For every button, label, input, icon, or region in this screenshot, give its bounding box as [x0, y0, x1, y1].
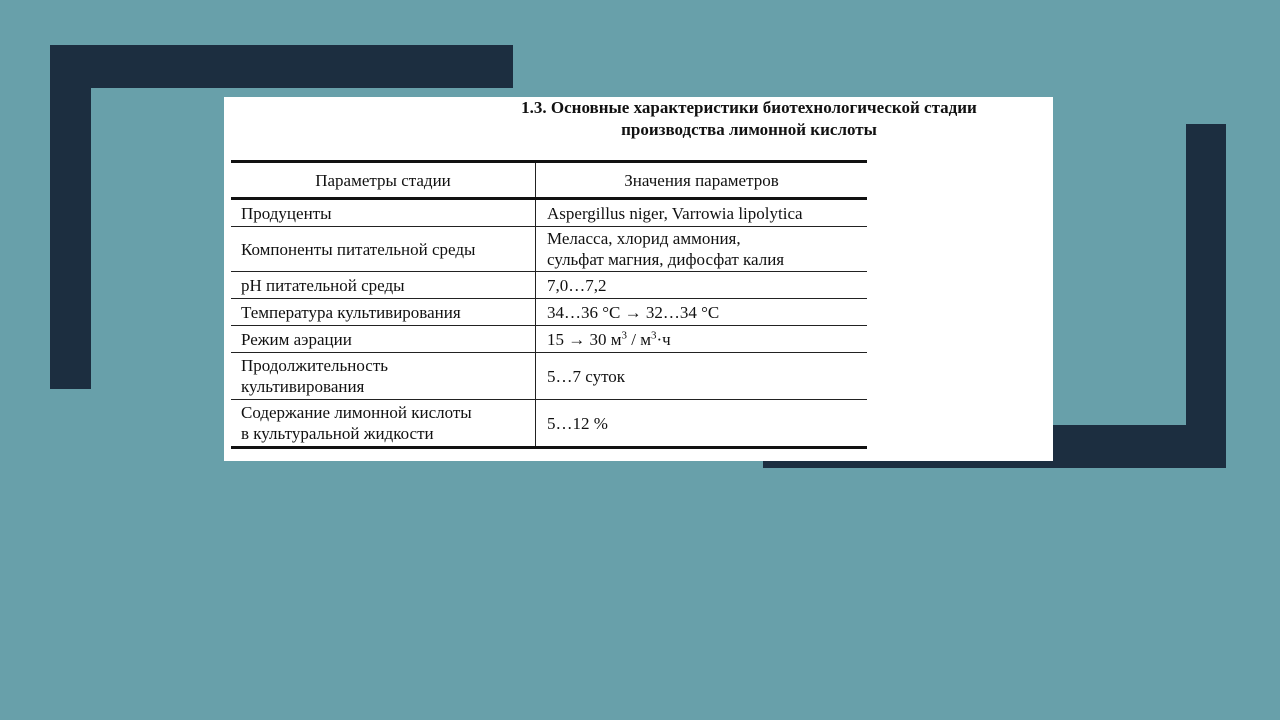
table-row: [231, 227, 867, 272]
caption-line-1: 1.3. Основные характеристики биотехнологической стадии: [521, 98, 977, 117]
caption-line-2: производства лимонной кислоты: [621, 120, 877, 139]
table-row: [231, 299, 867, 326]
table-row: [231, 326, 867, 353]
param-cell: [231, 227, 536, 272]
document-image: [224, 97, 1053, 461]
aeration-unit: / м: [627, 329, 651, 349]
param-text: культивирования: [241, 377, 365, 396]
value-text: 5…12 %: [547, 413, 608, 433]
superscript: 3: [621, 328, 628, 341]
value-cell: [536, 272, 868, 299]
table-header-row: [231, 162, 867, 199]
param-text: Компоненты питательной среды: [241, 239, 476, 259]
value-text: Меласса, хлорид аммония,: [547, 229, 741, 248]
parameters-table: [231, 160, 867, 449]
param-text: в культуральной жидкости: [241, 424, 434, 443]
param-text: pH питательной среды: [241, 275, 405, 295]
param-text: Содержание лимонной кислоты: [241, 403, 472, 422]
table-row: [231, 353, 867, 400]
value-text: 34…36 °С → 32…34 °С: [547, 302, 720, 322]
param-cell: [231, 400, 536, 448]
value-cell: [536, 199, 868, 227]
param-cell: [231, 199, 536, 227]
value-cell: [536, 353, 868, 400]
value-text: сульфат магния, дифосфат калия: [547, 250, 785, 269]
value-cell: [536, 299, 868, 326]
column-header-parameters: Параметры стадии: [231, 162, 536, 199]
value-cell: [536, 227, 868, 272]
param-text: Продолжительность: [241, 356, 388, 375]
value-text: Aspergillus niger, Varrowia lipolytica: [547, 203, 803, 223]
column-header-values: Значения параметров: [536, 162, 868, 199]
param-text: Температура культивирования: [241, 302, 461, 322]
value-cell: [536, 400, 868, 448]
param-cell: [231, 326, 536, 353]
param-cell: [231, 272, 536, 299]
value-text: 5…7 суток: [547, 366, 626, 386]
aeration-value: 15 → 30 м: [547, 329, 622, 349]
value-text: [547, 329, 857, 350]
table-row: [231, 272, 867, 299]
value-cell: [536, 326, 868, 353]
table-caption: [484, 97, 1014, 141]
param-text: Продуценты: [241, 203, 332, 223]
superscript: 3: [651, 328, 657, 341]
value-text: 7,0…7,2: [547, 275, 607, 295]
table-row: [231, 400, 867, 448]
aeration-unit-suffix: ·ч: [656, 329, 671, 349]
param-cell: [231, 299, 536, 326]
param-cell: [231, 353, 536, 400]
table-row: [231, 199, 867, 227]
param-text: Режим аэрации: [241, 329, 352, 349]
